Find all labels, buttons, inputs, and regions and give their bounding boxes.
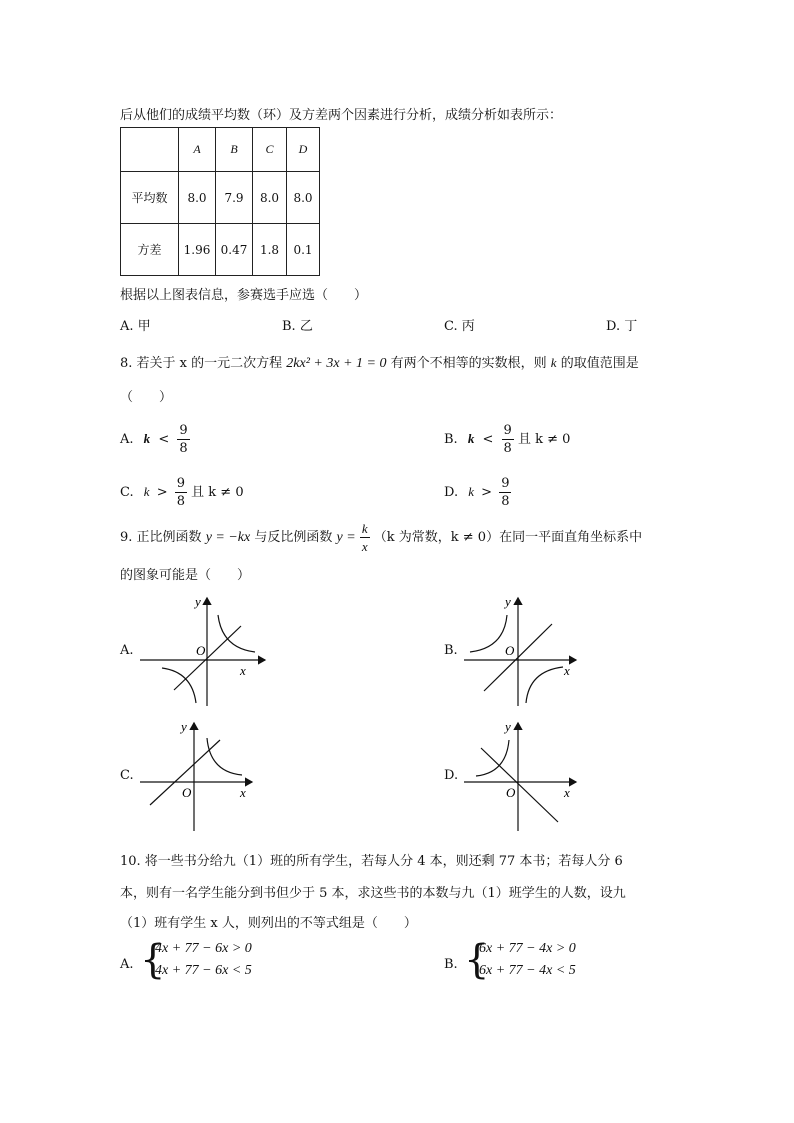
option-letter: A. [120, 432, 134, 447]
q10-option-a[interactable] [120, 937, 320, 985]
q10-option-b[interactable] [444, 937, 644, 985]
system-brace: { [464, 937, 490, 983]
option-extra: 且 k ≠ 0 [517, 432, 571, 447]
option-op: < [482, 432, 494, 447]
q8-stem: 8. 若关于 x 的一元二次方程 [120, 356, 283, 371]
option-var: k [468, 484, 475, 499]
fraction-denominator: x [361, 539, 368, 554]
y-axis-label: y [505, 594, 511, 609]
table-cell: 8.0 [253, 172, 287, 224]
q7-option-b[interactable]: B. 乙 [282, 319, 313, 334]
table-row [121, 172, 320, 224]
table-header-cell: D [287, 128, 320, 172]
fraction-denominator: 8 [179, 441, 188, 456]
q8-k: k [550, 355, 557, 370]
q7-prompt: 根据以上图表信息，参赛选手应选（ ） [120, 288, 368, 303]
fraction-numerator: 9 [501, 476, 510, 491]
fraction-numerator: 9 [179, 423, 188, 438]
q9-eq2-fraction [360, 522, 370, 553]
system-line-1: 6x + 77 − 4x > 0 [479, 941, 576, 956]
q9-stem: 9. 正比例函数 [120, 530, 202, 545]
q9-line1 [120, 522, 642, 553]
intro-line: 后从他们的成绩平均数（环）及方差两个因素进行分析，成绩分析如表所示： [120, 108, 563, 123]
option-letter: A. [120, 643, 134, 658]
option-fraction [502, 424, 514, 455]
fraction-numerator: k [361, 521, 368, 536]
q8-option-b[interactable] [444, 424, 570, 455]
x-axis-label: x [240, 663, 246, 678]
table-row [121, 224, 320, 276]
option-op: > [156, 485, 168, 500]
table-cell: 1.96 [179, 224, 216, 276]
x-axis-label: x [240, 785, 246, 800]
fraction-numerator: 9 [176, 476, 186, 491]
q7-option-d[interactable]: D. 丁 [606, 319, 638, 334]
x-axis-label: x [564, 785, 570, 800]
q8-stem-tail: 有两个不相等的实数根，则 [390, 356, 547, 371]
q8-equation: 2kx² + 3x + 1 = 0 [286, 356, 387, 371]
table-cell: 1.8 [253, 224, 287, 276]
origin-label: O [505, 643, 515, 658]
q7-option-a[interactable]: A. 甲 [120, 319, 151, 334]
option-fraction [175, 477, 187, 508]
option-letter: C. [120, 485, 134, 500]
graph-a [140, 593, 280, 708]
table-cell: 7.9 [216, 172, 253, 224]
fraction-denominator: 8 [501, 494, 510, 509]
table-cell: 0.47 [216, 224, 253, 276]
option-fraction [177, 424, 189, 455]
y-axis-label: y [181, 719, 187, 734]
q10-line3: （1）班有学生 x 人，则列出的不等式组是（ ） [120, 916, 417, 931]
system-brace: { [140, 937, 166, 983]
q9-eq2-lhs: y = [336, 530, 356, 545]
table-header-cell: A [179, 128, 216, 172]
q10-line1: 10. 将一些书分给九（1）班的所有学生，若每人分 4 本，则还剩 77 本书；若每人分 6 [120, 854, 623, 869]
table-cell: 8.0 [287, 172, 320, 224]
q8-option-c[interactable] [120, 477, 244, 508]
table-cell: 0.1 [287, 224, 320, 276]
q8-option-a[interactable] [120, 424, 190, 455]
score-table [120, 127, 320, 276]
graph-b [464, 593, 604, 708]
graph-d [464, 718, 604, 833]
table-header-row [121, 128, 320, 172]
option-letter: B. [444, 432, 458, 447]
origin-label: O [506, 785, 516, 800]
fraction-denominator: 8 [503, 441, 512, 456]
table-header-cell: C [253, 128, 287, 172]
x-axis-label: x [564, 663, 570, 678]
system-line-2: 6x + 77 − 4x < 5 [479, 963, 576, 978]
fraction-denominator: 8 [176, 494, 186, 509]
option-letter: C. [120, 768, 134, 783]
option-extra: 且 k ≠ 0 [191, 485, 244, 500]
option-letter: D. [444, 485, 459, 500]
fraction-numerator: 9 [503, 423, 512, 438]
system-line-2: 4x + 77 − 6x < 5 [155, 963, 252, 978]
row-label: 平均数 [121, 172, 179, 224]
q8-stem-end: 的取值范围是 [560, 356, 639, 371]
origin-label: O [196, 643, 206, 658]
row-label: 方差 [121, 224, 179, 276]
q8-line1 [120, 352, 639, 372]
system-line-1: 4x + 77 − 6x > 0 [155, 941, 252, 956]
option-var: k [467, 431, 475, 446]
option-op: < [158, 432, 170, 447]
option-letter: D. [444, 768, 459, 783]
table-cell: 8.0 [179, 172, 216, 224]
q9-line2: 的图象可能是（ ） [120, 568, 251, 583]
q7-option-c[interactable]: C. 丙 [444, 319, 475, 334]
origin-label: O [182, 785, 192, 800]
q10-line2: 本，则有一名学生能分到书但少于 5 本，求这些书的本数与九（1）班学生的人数，设九 [120, 886, 626, 901]
q8-option-d[interactable] [444, 477, 511, 508]
y-axis-label: y [195, 594, 201, 609]
option-fraction [499, 477, 511, 508]
q9-stem-end: （k 为常数，k ≠ 0）在同一平面直角坐标系中 [373, 530, 643, 545]
y-axis-label: y [505, 719, 511, 734]
table-corner-cell [121, 128, 179, 172]
q8-line2: （ ） [120, 390, 173, 405]
q9-stem-mid: 与反比例函数 [254, 530, 333, 545]
option-letter: A. [120, 957, 134, 972]
option-var: k [143, 431, 151, 446]
option-var: k [143, 484, 150, 499]
option-letter: B. [444, 957, 458, 972]
graph-c [140, 718, 280, 833]
option-letter: B. [444, 643, 458, 658]
table-header-cell: B [216, 128, 253, 172]
option-op: > [481, 485, 493, 500]
q9-eq1: y = −kx [205, 530, 251, 545]
